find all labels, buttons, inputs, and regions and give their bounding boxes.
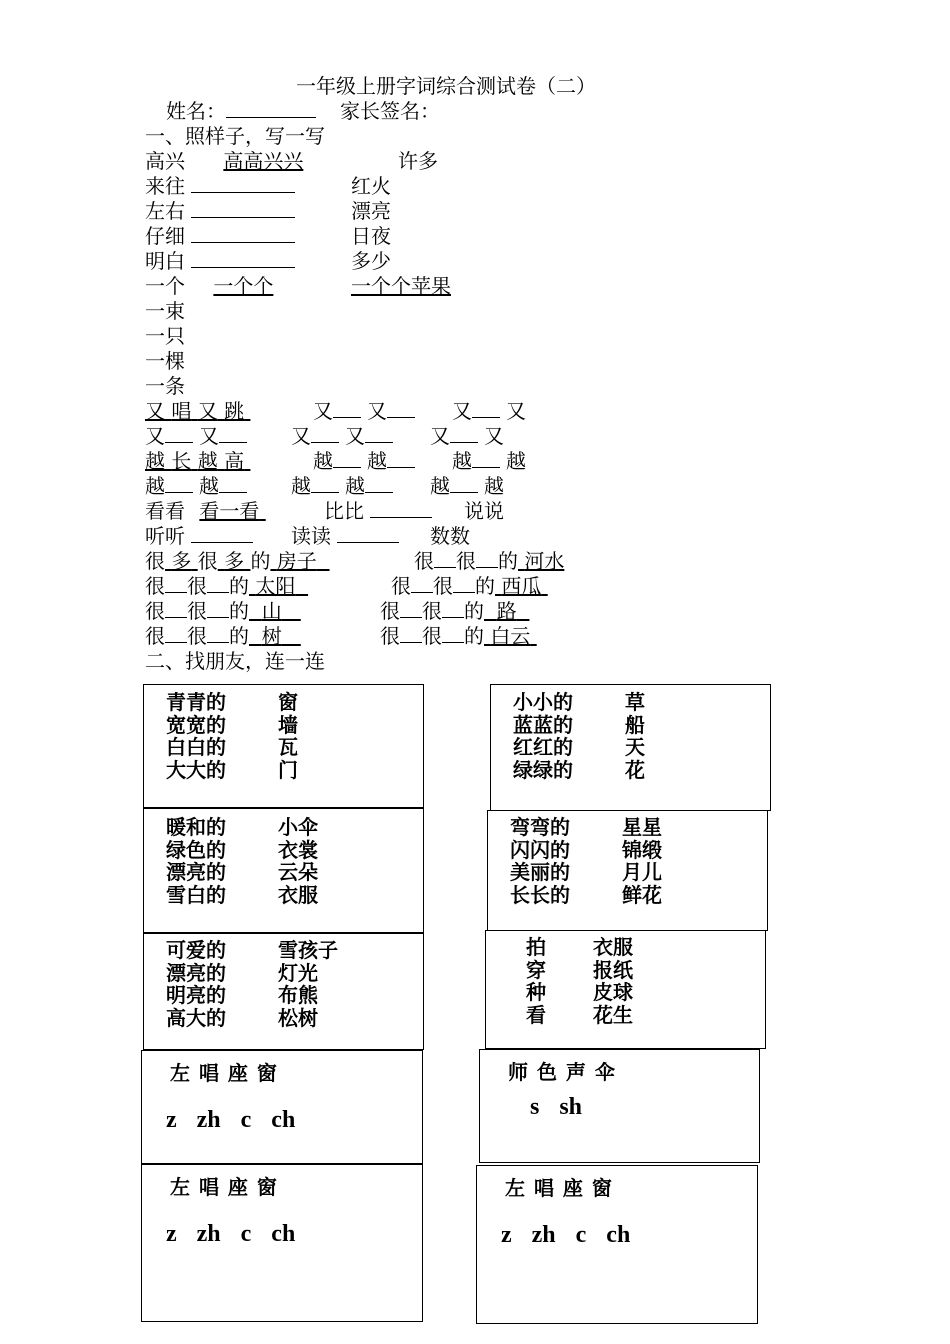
name-label: 姓名： [166,99,226,123]
hen-blank-row: 很 很 的 路 [380,599,517,623]
aabb-row: 来往 [145,174,295,199]
measure-example-row: 一个 一个个 [145,274,274,298]
aabb-right-word: 多少 [351,249,391,273]
aabb-row: 仔细 [145,224,295,249]
match-right-list: 草 船 天 花 [625,690,645,782]
yue-blank-group: 越 越 [291,474,393,499]
you-blank-group: 又 又 [291,424,393,449]
yue-blank-group: 越 越 [145,474,247,499]
match-box [485,930,766,1049]
hen-blank-row: 很 很 的 树 [145,624,282,648]
header-line [166,99,440,124]
aabb-blank[interactable] [191,224,295,243]
match-right-list: 衣服 报纸 皮球 花生 [593,935,633,1027]
section2-heading: 二、找朋友，连一连 [145,649,325,673]
parent-signature-label: 家长签名： [340,99,440,123]
match-left-list: 拍 穿 种 看 [526,935,546,1027]
match-box [143,684,424,808]
match-left-list: 小小的 蓝蓝的 红红的 绿绿的 [513,690,573,782]
name-blank[interactable] [226,99,316,118]
match-box [143,808,424,933]
pinyin-box-initials: z zh c ch [501,1222,631,1248]
pinyin-box-chars: 左 唱 座 窗 [170,1175,278,1199]
aba-example: 看看 看一看 [145,499,260,523]
aba-item: 读读 [291,524,399,549]
aabb-right-word: 许多 [398,149,438,173]
aabb-example-row: 高兴 高高兴兴 [145,149,304,173]
page-title: 一年级上册字词综合测试卷（二） [296,74,596,98]
you-blank-group: 又 又 [430,424,504,448]
pinyin-box [476,1165,758,1324]
match-box [143,933,424,1050]
match-box [490,684,771,811]
yue-blank-group: 越 越 [452,449,526,473]
aabb-blank[interactable] [191,199,295,218]
measure-item: 一棵 [145,349,185,373]
aabb-row: 左右 [145,199,295,224]
match-right-list: 小伞 衣裳 云朵 衣服 [278,815,318,907]
aabb-right-word: 红火 [351,174,391,198]
aba-item: 说说 [464,499,504,523]
match-left-list: 弯弯的 闪闪的 美丽的 长长的 [510,815,570,907]
pinyin-box-initials: z zh c ch [166,1221,296,1247]
match-right-list: 雪孩子 灯光 布熊 松树 [278,938,338,1030]
pinyin-box-initials: s sh [530,1094,583,1120]
aabb-blank[interactable] [191,249,295,268]
pinyin-box-initials: z zh c ch [166,1107,296,1133]
hen-blank-row: 很 很 的 太阳 [145,574,296,598]
measure-example-b-line [317,274,462,299]
measure-item: 一只 [145,324,185,348]
aba-item: 比比 [324,499,432,524]
hen-example: 很 多 很 多 的 房子 [145,549,317,573]
yue-blank-group: 越 越 [313,449,415,474]
pinyin-box [479,1049,760,1163]
match-left-list: 暖和的 绿色的 漂亮的 雪白的 [166,815,226,907]
aabb-example-answer: 高高兴兴 [223,149,304,173]
match-left-list: 青青的 宽宽的 白白的 大大的 [166,690,226,782]
hen-blank-row: 很 很 的 河水 [414,549,565,573]
aba-item: 听听 [145,524,253,549]
aabb-right-word: 漂亮 [351,199,391,223]
you-blank-group: 又 又 [452,399,526,423]
match-box [487,810,768,931]
measure-item: 一条 [145,374,185,398]
pinyin-box-chars: 左 唱 座 窗 [170,1061,278,1085]
pinyin-box-chars: 左 唱 座 窗 [505,1176,613,1200]
aabb-row: 明白 [145,249,295,274]
section1-heading: 一、照样子，写一写 [145,124,325,148]
aba-item: 数数 [430,524,470,548]
pinyin-box [141,1164,423,1322]
you-blank-group: 又 又 [313,399,415,424]
aabb-blank[interactable] [191,174,295,193]
measure-example-a: 一个个 [213,274,274,298]
aabb-right-word: 日夜 [351,224,391,248]
hen-blank-row: 很 很 的 山 [145,599,282,623]
you-example: 又 唱 又 跳 [145,399,245,423]
hen-blank-row: 很 很 的 西瓜 [391,574,542,598]
you-blank-group: 又 又 [145,424,247,449]
match-right-list: 星星 锦缎 月儿 鲜花 [622,815,662,907]
match-left-list: 可爱的 漂亮的 明亮的 高大的 [166,938,226,1030]
hen-blank-row: 很 很 的 白云 [380,624,531,648]
match-right-list: 窗 墙 瓦 门 [278,690,298,782]
yue-blank-group: 越 越 [430,474,504,498]
measure-example-b: 一个个苹果 [351,274,451,298]
pinyin-box-chars: 师 色 声 伞 [508,1060,616,1084]
yue-example: 越 长 越 高 [145,449,245,473]
pinyin-box [141,1050,423,1164]
measure-item: 一束 [145,299,185,323]
